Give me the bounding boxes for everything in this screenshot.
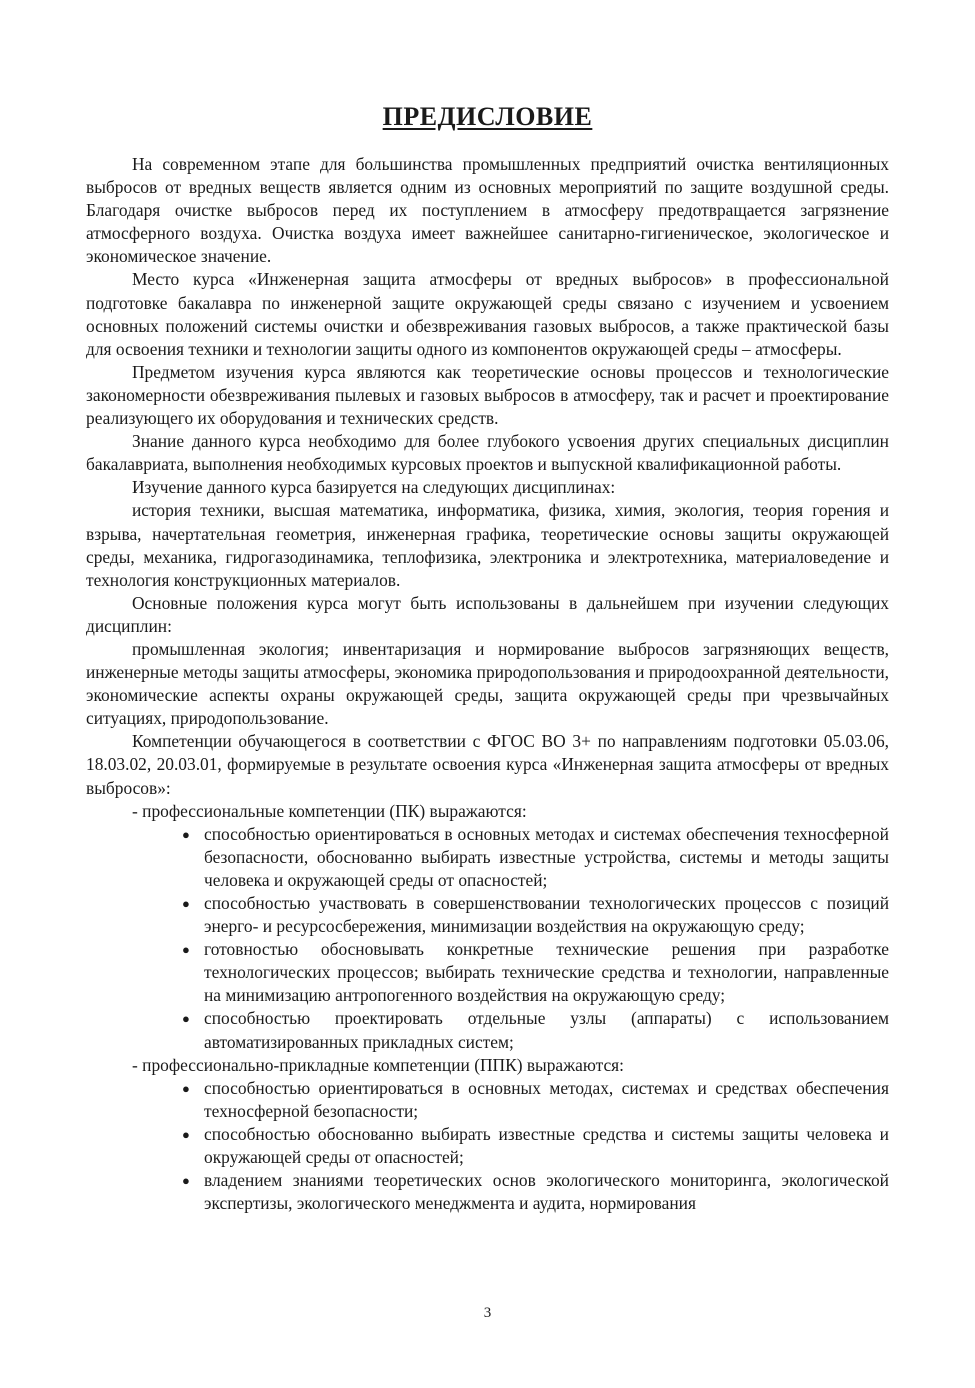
paragraph: история техники, высшая математика, информатика, физика, химия, экология, теория горения и взрыва, начертательная геометрия, инженерная графика, теоретические основы защиты окружающей среды, механика, гидрогазодинамика, теплофизика, электроника и электротехника, материаловедение и технология конструкционных материалов.: [86, 500, 889, 590]
page-title: ПРЕДИСЛОВИЕ: [382, 102, 593, 131]
paragraph: Предметом изучения курса являются как теоретические основы процессов и технологические закономерности обезвреживания пылевых и газовых выбросов в атмосферу, так и расчет и проектирование реализующего их оборудования и технических средств.: [86, 361, 889, 429]
list-item-text: способностью ориентироваться в основных методах, системах и средствах обеспечения техносферной безопасности;: [204, 1077, 889, 1121]
paragraph: Изучение данного курса базируется на следующих дисциплинах:: [132, 477, 616, 498]
paragraph: Компетенции обучающегося в соответствии с ФГОС ВО 3+ по направлениям подготовки 05.03.06, 18.03.02, 20.03.01, формируемые в результате освоения курса «Инженерная защита атмосферы от вредных выбросов»:: [86, 731, 889, 798]
bullet-icon: ●: [182, 942, 190, 958]
page-number: 3: [483, 1305, 492, 1321]
list-item-text: способностью обоснованно выбирать известные средства и системы защиты человека и окружающей среды от опасностей;: [204, 1123, 889, 1168]
list-item: [182, 1169, 889, 1215]
list-item: [182, 1077, 889, 1123]
bullet-icon: ●: [182, 1011, 190, 1027]
paragraph: На современном этапе для большинства промышленных предприятий очистка вентиляционных выбросов от вредных веществ является одним из основных мероприятий по защите воздушной среды. Благодаря очистке выбросов перед их поступлением в атмосферу предотвращается загрязнение атмосферного воздуха. Очистка воздуха имеет важнейшее санитарно-гигиеническое, экологическое и экономическое значение.: [86, 154, 889, 267]
list-item: [182, 892, 889, 938]
paragraph: Знание данного курса необходимо для более глубокого усвоения других специальных дисциплин бакалавриата, выполнения необходимых курсовых проектов и выпускной квалификационной работы.: [86, 431, 889, 475]
bullet-icon: ●: [182, 826, 190, 842]
list-item-text: способностью ориентироваться в основных методах и системах обеспечения техносферной безопасности, обоснованно выбирать известные устройства, системы и методы защиты человека и окружающей среды от опасностей;: [204, 823, 889, 890]
document-page: [86, 0, 889, 1388]
ppk-list: [86, 1077, 889, 1216]
list-item: [182, 823, 889, 892]
list-item-text: способностью проектировать отдельные узлы (аппараты) с использованием автоматизированных прикладных систем;: [204, 1008, 889, 1052]
bullet-icon: ●: [182, 1126, 190, 1142]
ppk-heading: - профессионально-прикладные компетенции (ППК) выражаются:: [132, 1054, 625, 1075]
list-item: [182, 1123, 889, 1169]
paragraph: Основные положения курса могут быть использованы в дальнейшем при изучении следующих дисциплин:: [86, 592, 889, 636]
pk-list: [86, 823, 889, 1054]
list-item-text: готовностью обосновывать конкретные технические решения при разработке технологических процессов; выбирать технические средства и технологии, направленные на минимизацию антропогенного воздействия на окружающую среду;: [204, 939, 889, 1006]
document-body: [86, 153, 889, 1215]
list-item: [182, 938, 889, 1007]
bullet-icon: ●: [182, 1080, 190, 1096]
pk-heading: - профессиональные компетенции (ПК) выражаются:: [132, 800, 527, 821]
bullet-icon: ●: [182, 896, 190, 911]
list-item-text: владением знаниями теоретических основ экологического мониторинга, экологической экспертизы, экологического менеджмента и аудита, нормирования: [204, 1170, 889, 1214]
paragraph: Место курса «Инженерная защита атмосферы от вредных выбросов» в профессиональной подготовке бакалавра по инженерной защите окружающей среды связано с изучением и усвоением основных положений системы очистки и обезвреживания газовых выбросов, а также практической базы для освоения техники и технологии защиты одного из компонентов окружающей среды – атмосферы.: [86, 269, 889, 359]
list-item-text: способностью участвовать в совершенствовании технологических процессов с позиций энерго- и ресурсосбережения, минимизации воздействия на окружающую среду;: [204, 893, 889, 937]
paragraph: промышленная экология; инвентаризация и нормирование выбросов загрязняющих веществ, инженерные методы защиты атмосферы, экономика природопользования и природоохранной деятельности, экономические аспекты охраны окружающей среды, защита окружающей среды при чрезвычайных ситуациях, природопользование.: [86, 638, 889, 729]
bullet-icon: ●: [182, 1173, 190, 1189]
list-item: [182, 1007, 889, 1053]
